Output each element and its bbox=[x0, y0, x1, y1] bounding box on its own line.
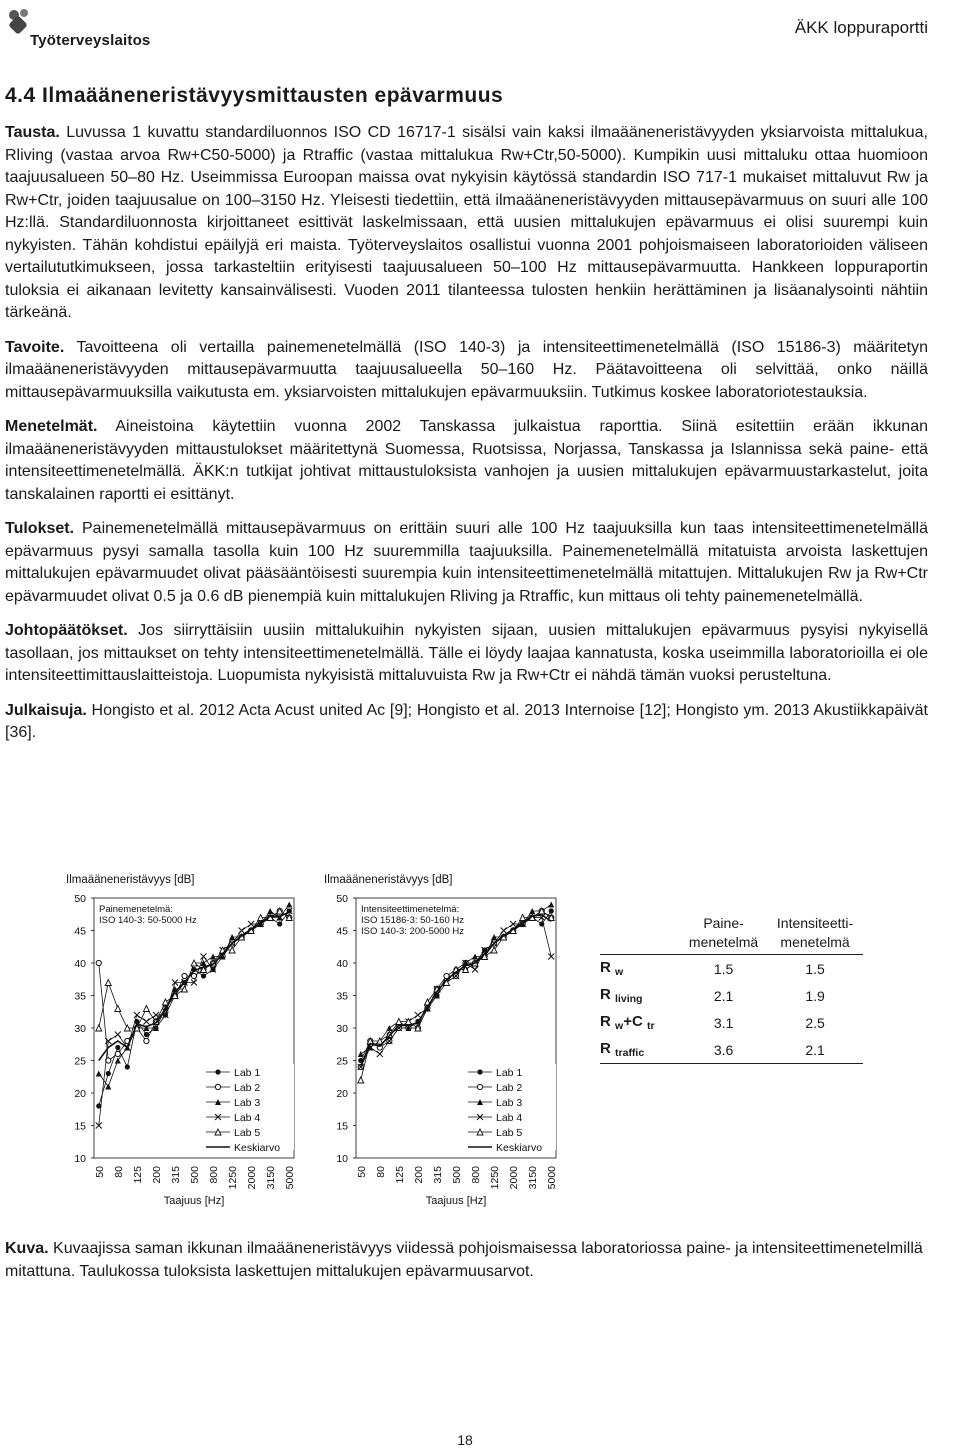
x-tick-label: 800 bbox=[208, 1166, 221, 1184]
paragraph-johtopaatokset: Johtopäätökset. Jos siirryttäisiin uusiin mittalukuihin nykyisten sijaan, uusien mittalukujen epävarmuus pysyisi nykyisellä tasollaan, jos mittaukset on tehty intensiteettimenetelmällä. Tälle ei löydy laajaa kannatusta, koska useimmilla laboratorioilla ei ole intensiteettimittauslaitteistoja. Luopumista nykyisistä mittaluvuista Rw ja Rw+Ctr ei nähdä tämän vuoksi perusteltuna. bbox=[5, 622, 928, 684]
marker-lab3 bbox=[386, 1025, 392, 1031]
marker-lab5 bbox=[105, 980, 111, 986]
x-tick-label: 125 bbox=[131, 1166, 144, 1184]
legend-label: Lab 5 bbox=[234, 1127, 261, 1139]
y-tick-label: 20 bbox=[336, 1088, 348, 1100]
row-label-rtraffic: R $_{traffic}$ bbox=[600, 1040, 645, 1059]
legend-label: Lab 5 bbox=[496, 1127, 523, 1139]
x-tick-label: 3150 bbox=[527, 1166, 540, 1190]
table-cell: 2.1 bbox=[713, 987, 734, 1004]
legend-label: Keskiarvo bbox=[234, 1142, 281, 1154]
marker-lab4 bbox=[115, 1032, 121, 1038]
y-axis-label: Ilmaääneneristävyys [dB] bbox=[66, 874, 195, 886]
marker-lab2 bbox=[215, 1084, 220, 1089]
series-lab-2 bbox=[96, 908, 292, 1063]
x-tick-label: 500 bbox=[451, 1166, 463, 1184]
x-tick-label: 315 bbox=[431, 1166, 444, 1184]
x-tick-label: 2000 bbox=[246, 1166, 259, 1190]
x-tick-label: 1250 bbox=[489, 1166, 502, 1190]
table-cell: 2.5 bbox=[805, 1014, 825, 1031]
marker-lab1 bbox=[477, 1069, 482, 1074]
y-tick-label: 45 bbox=[336, 925, 348, 938]
x-tick-label: 500 bbox=[189, 1166, 201, 1184]
y-tick-label: 35 bbox=[336, 990, 348, 1003]
annotation bbox=[358, 902, 496, 941]
annotation-line: ISO 140-3: 200-5000 Hz bbox=[361, 926, 464, 937]
report-title: ÄKK loppuraportti bbox=[794, 18, 928, 37]
marker-lab3 bbox=[286, 902, 292, 908]
x-tick-label: 5000 bbox=[284, 1166, 297, 1190]
x-tick-label: 50 bbox=[93, 1166, 106, 1178]
table-cell: 1.5 bbox=[805, 960, 825, 977]
legend-label: Lab 4 bbox=[234, 1112, 261, 1124]
paragraph-tulokset: Tulokset. Painemenetelmällä mittausepävarmuus on erittäin suuri alle 100 Hz taajuuksilla kun taas intensiteettimenetelmällä epävarmuus pysyi samalla tasolla kuin 100 Hz suuremmilla taajuuksilla. Painemenetelmällä mitatuista arvoista laskettujen mittalukujen epävarmuudet olivat pääsääntöisesti suurempia kuin intensiteettimenetelmällä mitattujen. Mittalukujen Rw ja Rw+Ctr epävarmuudet olivat 0.5 ja 0.6 dB pienempiä kuin mittalukujen Rliving ja Rtraffic, kun mittaus oli tehty painemenetelmällä. bbox=[5, 520, 928, 605]
marker-lab4 bbox=[239, 928, 245, 934]
marker-lab4 bbox=[201, 954, 207, 960]
marker-lab3 bbox=[96, 1071, 102, 1077]
paragraph-julkaisuja: Julkaisuja. Hongisto et al. 2012 Acta Acust united Ac [9]; Hongisto et al. 2013 Internoise [12]; Hongisto ym. 2013 Akustiikkapäivät [36]. bbox=[5, 701, 928, 741]
marker-lab2 bbox=[182, 973, 187, 978]
x-tick-label: 800 bbox=[470, 1166, 483, 1184]
marker-lab4 bbox=[472, 967, 478, 973]
paragraph-menetelmat: Menetelmät. Aineistoina käytettiin vuonna 2002 Tanskassa julkaistua raporttia. Siinä esitettiin erään ikkunan ilmaääneneristävyyden mittaustulokset määritettynä Suomessa, Ruotsissa, Norjassa, Tanskassa ja Islannissa sekä paine- että intensiteettimenetelmällä. ÄKK:n tutkijat johtivat mittaustuloksista vanhojen ja uusien mittalukujen epävarmuustarkastelut, joita tanskalainen raportti ei esittänyt. bbox=[5, 418, 929, 503]
x-tick-label: 315 bbox=[169, 1166, 182, 1184]
marker-lab1 bbox=[215, 1069, 220, 1074]
table-row bbox=[600, 1009, 863, 1036]
marker-lab3 bbox=[358, 1051, 364, 1057]
annotation bbox=[96, 902, 226, 930]
annotation-line: Painemenetelmä: bbox=[99, 904, 173, 915]
x-tick-label: 5000 bbox=[546, 1166, 559, 1190]
marker-lab3 bbox=[267, 908, 273, 914]
chart-pressure-method bbox=[60, 866, 320, 1212]
marker-lab2 bbox=[115, 1051, 120, 1056]
x-tick-label: 80 bbox=[112, 1166, 125, 1178]
y-tick-label: 30 bbox=[74, 1023, 86, 1035]
table-header-row bbox=[600, 912, 863, 955]
y-tick-label: 50 bbox=[336, 893, 348, 905]
marker-lab3 bbox=[115, 1058, 121, 1064]
row-label-rliving: R $_{living}$ bbox=[600, 986, 643, 1005]
x-tick-label: 3150 bbox=[265, 1166, 278, 1190]
y-axis-label: Ilmaääneneristävyys [dB] bbox=[324, 874, 453, 886]
marker-lab5 bbox=[143, 1006, 149, 1012]
x-tick-label: 50 bbox=[355, 1166, 368, 1178]
legend-label: Lab 2 bbox=[234, 1082, 261, 1094]
marker-lab4 bbox=[134, 1012, 140, 1018]
x-tick-label: 2000 bbox=[508, 1166, 521, 1190]
legend-label: Lab 3 bbox=[234, 1097, 261, 1109]
y-tick-label: 10 bbox=[74, 1153, 86, 1165]
x-tick-label: 125 bbox=[393, 1166, 406, 1184]
y-tick-label: 40 bbox=[74, 958, 86, 970]
table-cell: 1.5 bbox=[713, 960, 734, 977]
section-title: 4.4 Ilmaääneneristävyysmittausten epävarmuus bbox=[5, 84, 504, 107]
paragraph-tausta: Tausta. Luvussa 1 kuvattu standardiluonnos ISO CD 16717-1 sisälsi vain kaksi ilmaääneneristävyyden yksiarvoista mittalukua, Rliving (vastaa arvoa Rw+C50-5000) ja Rtraffic (vastaa mittalukua Rw+Ctr,50-5000). Kumpikin uusi mittaluku ottaa huomioon taajuusalueen 50–80 Hz. Useimmissa Euroopan maissa ovat nykyisin käytössä standardin ISO 717-1 mukaiset mittaluvut Rw ja Rw+Ctr, joiden taajuusalue on 100–3150 Hz. Yleisesti tiedettiin, että ilmaääneneristävyyden mittausepävarmuus on suuri alle 100 Hz:llä. Standardiluonnosta kirjoittaneet esittivät laskelmissaan, että uusien mittalukujen epävarmuus ei olisi suurempi kuin nykyisten. Tähän kohdistui epäilyjä eri maista. Työterveyslaitos osallistui vuonna 2001 pohjoismaiseen laboratorioiden väliseen vertailututkimukseen, jossa tarkasteltiin erityisesti taajuusalueen 50–100 Hz mittausepävarmuutta. Hankkeen loppuraportin tuloksia ei aikanaan levitetty kansainvälisesti. Vuoden 2011 tilanteessa tulosten henkiin herättäminen ja lisäanalysointi nähtiin tärkeänä. bbox=[5, 124, 928, 321]
body-text bbox=[5, 122, 928, 757]
marker-lab3 bbox=[548, 902, 554, 908]
annotation-line: ISO 140-3: 50-5000 Hz bbox=[99, 915, 197, 926]
series-line bbox=[99, 905, 289, 1087]
marker-lab1 bbox=[115, 1045, 120, 1050]
y-tick-label: 25 bbox=[74, 1055, 86, 1068]
y-tick-label: 35 bbox=[74, 990, 86, 1003]
marker-lab1 bbox=[549, 908, 554, 913]
table-row bbox=[600, 1036, 863, 1064]
figure-caption: Kuva. Kuvaajissa saman ikkunan ilmaääneneristävyys viidessä pohjoismaisessa laboratoriossa paine- ja intensiteettimenetelmillä mitattuna. Taulukossa tuloksista laskettujen mittalukujen epävarmuusarvot. bbox=[5, 1240, 923, 1280]
x-tick-label: 200 bbox=[412, 1166, 425, 1184]
marker-lab2 bbox=[144, 1038, 149, 1043]
legend-label: Lab 1 bbox=[234, 1067, 261, 1079]
chart-intensity-svg bbox=[318, 866, 590, 1212]
chart-intensity-method bbox=[318, 866, 590, 1212]
x-axis-label: Taajuus [Hz] bbox=[163, 1195, 225, 1207]
y-tick-label: 40 bbox=[336, 958, 348, 970]
annotation-line: Intensiteettimenetelmä: bbox=[361, 904, 460, 915]
marker-lab2 bbox=[96, 960, 101, 965]
table-cell: 3.1 bbox=[713, 1014, 734, 1031]
marker-lab1 bbox=[144, 1032, 149, 1037]
legend-label: Keskiarvo bbox=[496, 1142, 543, 1154]
y-tick-label: 45 bbox=[74, 925, 86, 938]
legend bbox=[202, 1064, 294, 1154]
marker-lab4 bbox=[415, 1012, 421, 1018]
y-tick-label: 30 bbox=[336, 1023, 348, 1035]
marker-lab5 bbox=[358, 1077, 364, 1083]
x-tick-label: 80 bbox=[374, 1166, 387, 1178]
table-cell: 1.9 bbox=[805, 987, 825, 1004]
table-row bbox=[600, 955, 863, 983]
legend bbox=[464, 1064, 556, 1154]
marker-lab1 bbox=[106, 1071, 111, 1076]
logo-text: Työterveyslaitos bbox=[30, 32, 151, 49]
marker-lab4 bbox=[143, 1019, 149, 1025]
marker-lab1 bbox=[201, 973, 206, 978]
row-label-rw-ctr: R $_w$+C $_{tr}$ bbox=[600, 1013, 655, 1032]
paragraph-tavoite: Tavoite. Tavoitteena oli vertailla painemenetelmällä (ISO 140-3) ja intensiteettimenetelmällä (ISO 15186-3) määritetyn ilmaääneneristävyyden mittausepävarmuutta taajuusalueella 50–160 Hz. Päätavoitteena oli selvittää, onko näillä mittausepävarmuuksilla vaikutusta em. yksiarvoisten mittalukujen epävarmuuksiin. Tutkimus koskee laboratoriotestauksia. bbox=[5, 338, 928, 401]
marker-lab3 bbox=[105, 1084, 111, 1090]
legend-label: Lab 2 bbox=[496, 1082, 523, 1094]
chart-pressure-svg bbox=[60, 866, 320, 1212]
table-header-intensity: Intensiteetti- menetelmä bbox=[776, 915, 854, 950]
marker-lab4 bbox=[501, 928, 507, 934]
table-row bbox=[600, 982, 863, 1009]
row-label-rw: R $_w$ bbox=[600, 959, 624, 978]
x-tick-label: 200 bbox=[150, 1166, 163, 1184]
uncertainty-table bbox=[600, 912, 863, 1064]
page-number: 18 bbox=[457, 1432, 473, 1448]
marker-lab2 bbox=[477, 1084, 482, 1089]
marker-lab5 bbox=[491, 947, 497, 953]
marker-lab1 bbox=[277, 921, 282, 926]
legend-label: Lab 4 bbox=[496, 1112, 523, 1124]
y-tick-label: 50 bbox=[74, 893, 86, 905]
annotation-line: ISO 15186-3: 50-160 Hz bbox=[361, 915, 464, 926]
marker-lab5 bbox=[115, 1006, 121, 1012]
legend-label: Lab 1 bbox=[496, 1067, 523, 1079]
marker-lab4 bbox=[548, 954, 554, 960]
marker-lab5 bbox=[96, 1025, 102, 1031]
y-tick-label: 10 bbox=[336, 1153, 348, 1165]
y-tick-label: 20 bbox=[74, 1088, 86, 1100]
table-cell: 3.6 bbox=[713, 1041, 734, 1058]
table-header-pressure: Paine- menetelmä bbox=[688, 915, 759, 950]
y-tick-label: 15 bbox=[74, 1120, 86, 1133]
x-axis-label: Taajuus [Hz] bbox=[425, 1195, 487, 1207]
marker-lab1 bbox=[125, 1064, 130, 1069]
table-cell: 2.1 bbox=[805, 1041, 825, 1058]
y-tick-label: 25 bbox=[336, 1055, 348, 1068]
y-tick-label: 15 bbox=[336, 1120, 348, 1133]
legend-label: Lab 3 bbox=[496, 1097, 523, 1109]
logo bbox=[6, 6, 156, 52]
x-tick-label: 1250 bbox=[227, 1166, 240, 1190]
marker-lab4 bbox=[377, 1051, 383, 1057]
